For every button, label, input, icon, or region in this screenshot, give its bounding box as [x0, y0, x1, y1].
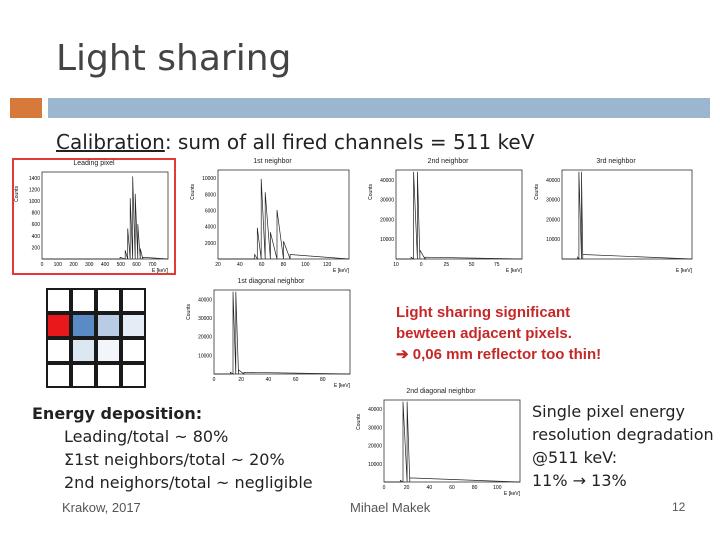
y-tick-label: 40000	[380, 177, 394, 184]
page-number: 12	[672, 500, 686, 514]
plot-frame	[396, 170, 522, 259]
y-tick-label: 2000	[204, 240, 216, 247]
plot-title: 1st neighbor	[253, 158, 292, 165]
pixel-cell	[121, 313, 146, 338]
pixel-cell	[121, 288, 146, 313]
calibration-line	[56, 130, 534, 154]
x-tick-label: 25	[443, 262, 450, 268]
footer-location: Krakow, 2017	[62, 500, 141, 515]
histogram-line	[214, 292, 350, 374]
histogram-svg	[368, 158, 528, 273]
pixel-cell	[96, 363, 121, 388]
x-tick-label: 40	[426, 485, 433, 491]
y-tick-label: 30000	[380, 197, 394, 204]
resolution-line-1: Single pixel energy	[532, 402, 685, 421]
second-neighbor-plot	[368, 158, 528, 273]
x-tick-label: 50	[468, 262, 475, 268]
x-axis-label: E [keV]	[332, 268, 349, 273]
x-tick-label: 80	[280, 262, 287, 268]
y-tick-label: 20000	[380, 217, 394, 224]
resolution-line-4: 11% → 13%	[532, 471, 627, 490]
x-tick-label: 10	[393, 262, 399, 268]
energy-deposition-block	[32, 402, 313, 494]
footer-author: Mihael Makek	[350, 500, 431, 515]
y-tick-label: 20000	[198, 334, 212, 341]
histogram-line	[562, 172, 692, 259]
x-axis-label: E [keV]	[675, 268, 692, 273]
x-axis-label: E [keV]	[503, 491, 520, 496]
y-tick-label: 400	[31, 233, 40, 240]
plot-title: 3rd neighbor	[596, 158, 636, 165]
pixel-cell	[71, 363, 96, 388]
x-axis-label: E [keV]	[505, 268, 522, 273]
y-tick-label: 40000	[198, 297, 212, 304]
y-axis-label: Counts	[14, 186, 20, 202]
pixel-cell	[96, 338, 121, 363]
y-tick-label: 4000	[204, 224, 216, 231]
y-tick-label: 10000	[368, 461, 382, 468]
note-line-1: Light sharing significant	[396, 304, 571, 321]
energy-line-1: Leading/total ~ 80%	[64, 427, 229, 446]
energy-heading: Energy deposition:	[32, 404, 203, 423]
x-tick-label: 60	[292, 377, 299, 383]
histogram-line	[218, 179, 349, 259]
y-tick-label: 20000	[546, 217, 560, 224]
y-axis-label: Counts	[368, 184, 374, 200]
plot-title: 2nd neighbor	[427, 158, 469, 165]
note-line-2: bewteen adjacent pixels.	[396, 325, 572, 342]
histogram-svg	[356, 388, 526, 496]
plot-title: 1st diagonal neighbor	[237, 278, 305, 285]
x-tick-label: 100	[53, 262, 62, 268]
y-axis-label: Counts	[356, 414, 362, 430]
x-tick-label: 120	[322, 262, 332, 268]
pixel-cell	[46, 288, 71, 313]
x-tick-label: 20	[403, 485, 410, 491]
x-tick-label: 60	[449, 485, 455, 491]
y-tick-label: 1200	[28, 187, 40, 194]
leading-pixel-plot	[12, 158, 176, 275]
pixel-cell	[46, 313, 71, 338]
pixel-cell	[96, 288, 121, 313]
x-tick-label: 80	[471, 485, 478, 491]
x-tick-label: 0	[419, 262, 423, 268]
y-axis-label: Counts	[534, 184, 540, 200]
x-axis-label: E [keV]	[151, 268, 168, 273]
pixel-cell	[46, 338, 71, 363]
pixel-cell	[71, 313, 96, 338]
energy-resolution-block	[532, 400, 714, 492]
histogram-line	[42, 176, 168, 259]
arrow-right-icon: ➔	[396, 346, 413, 363]
energy-line-2: Σ1st neighbors/total ~ 20%	[64, 450, 285, 469]
histogram-svg	[186, 278, 356, 388]
pixel-cell	[71, 338, 96, 363]
x-tick-label: 0	[382, 485, 386, 491]
accent-bar-blue	[48, 98, 710, 118]
plot-frame	[42, 172, 168, 259]
plot-frame	[384, 400, 520, 482]
x-tick-label: 100	[493, 485, 502, 491]
histogram-line	[396, 172, 522, 259]
x-tick-label: 600	[132, 262, 141, 268]
second-diagonal-plot	[356, 388, 526, 496]
x-tick-label: 0	[40, 262, 44, 268]
histogram-svg	[14, 160, 174, 273]
note-line-3: ➔ 0,06 mm reflector too thin!	[396, 346, 602, 363]
x-tick-label: 400	[100, 262, 110, 268]
plot-title: Leading pixel	[73, 160, 115, 167]
slide-title: Light sharing	[56, 38, 292, 79]
x-tick-label: 40	[237, 262, 243, 268]
pixel-cell	[96, 313, 121, 338]
y-axis-label: Counts	[190, 184, 196, 200]
pixel-cell	[46, 363, 71, 388]
y-tick-label: 800	[31, 210, 40, 217]
y-tick-label: 10000	[202, 176, 216, 183]
resolution-line-2: resolution degradation	[532, 425, 714, 444]
light-sharing-note	[396, 302, 601, 365]
x-tick-label: 500	[116, 262, 125, 268]
pixel-cell	[121, 363, 146, 388]
y-tick-label: 30000	[546, 197, 560, 204]
calibration-text: : sum of all fired channels = 511 keV	[164, 130, 535, 154]
accent-bar-orange	[10, 98, 42, 118]
x-tick-label: 100	[301, 262, 310, 268]
third-neighbor-plot	[534, 158, 698, 273]
y-tick-label: 200	[31, 245, 40, 252]
x-tick-label: 0	[212, 377, 216, 383]
y-tick-label: 1400	[28, 175, 40, 182]
calibration-label: Calibration	[56, 130, 165, 154]
histogram-line	[384, 402, 520, 482]
y-tick-label: 8000	[204, 192, 216, 199]
y-tick-label: 10000	[380, 237, 394, 244]
histogram-svg	[190, 158, 355, 273]
first-neighbor-plot	[190, 158, 355, 273]
x-tick-label: 20	[215, 262, 221, 268]
x-tick-label: 20	[238, 377, 244, 383]
y-tick-label: 10000	[198, 353, 212, 360]
y-tick-label: 40000	[368, 407, 382, 414]
y-tick-label: 40000	[546, 177, 560, 184]
x-tick-label: 300	[85, 262, 94, 268]
histogram-svg	[534, 158, 698, 273]
y-tick-label: 600	[31, 222, 40, 229]
x-tick-label: 80	[320, 377, 326, 383]
x-tick-label: 200	[69, 262, 78, 268]
y-tick-label: 30000	[368, 425, 382, 432]
energy-line-3: 2nd neighors/total ~ negligible	[64, 473, 313, 492]
y-tick-label: 6000	[204, 208, 216, 215]
x-tick-label: 40	[265, 377, 272, 383]
y-axis-label: Counts	[186, 304, 192, 320]
y-tick-label: 20000	[368, 443, 382, 450]
y-tick-label: 1000	[28, 199, 40, 205]
y-tick-label: 10000	[546, 237, 560, 244]
pixel-cell	[121, 338, 146, 363]
plot-title: 2nd diagonal neighbor	[406, 388, 476, 395]
x-tick-label: 75	[494, 262, 500, 268]
x-tick-label: 60	[258, 262, 265, 268]
x-axis-label: E [keV]	[333, 383, 350, 388]
y-tick-label: 30000	[198, 316, 212, 322]
resolution-line-3: @511 keV:	[532, 448, 618, 467]
pixel-cell	[71, 288, 96, 313]
first-diagonal-plot	[186, 278, 356, 388]
x-tick-label: 700	[148, 262, 157, 268]
